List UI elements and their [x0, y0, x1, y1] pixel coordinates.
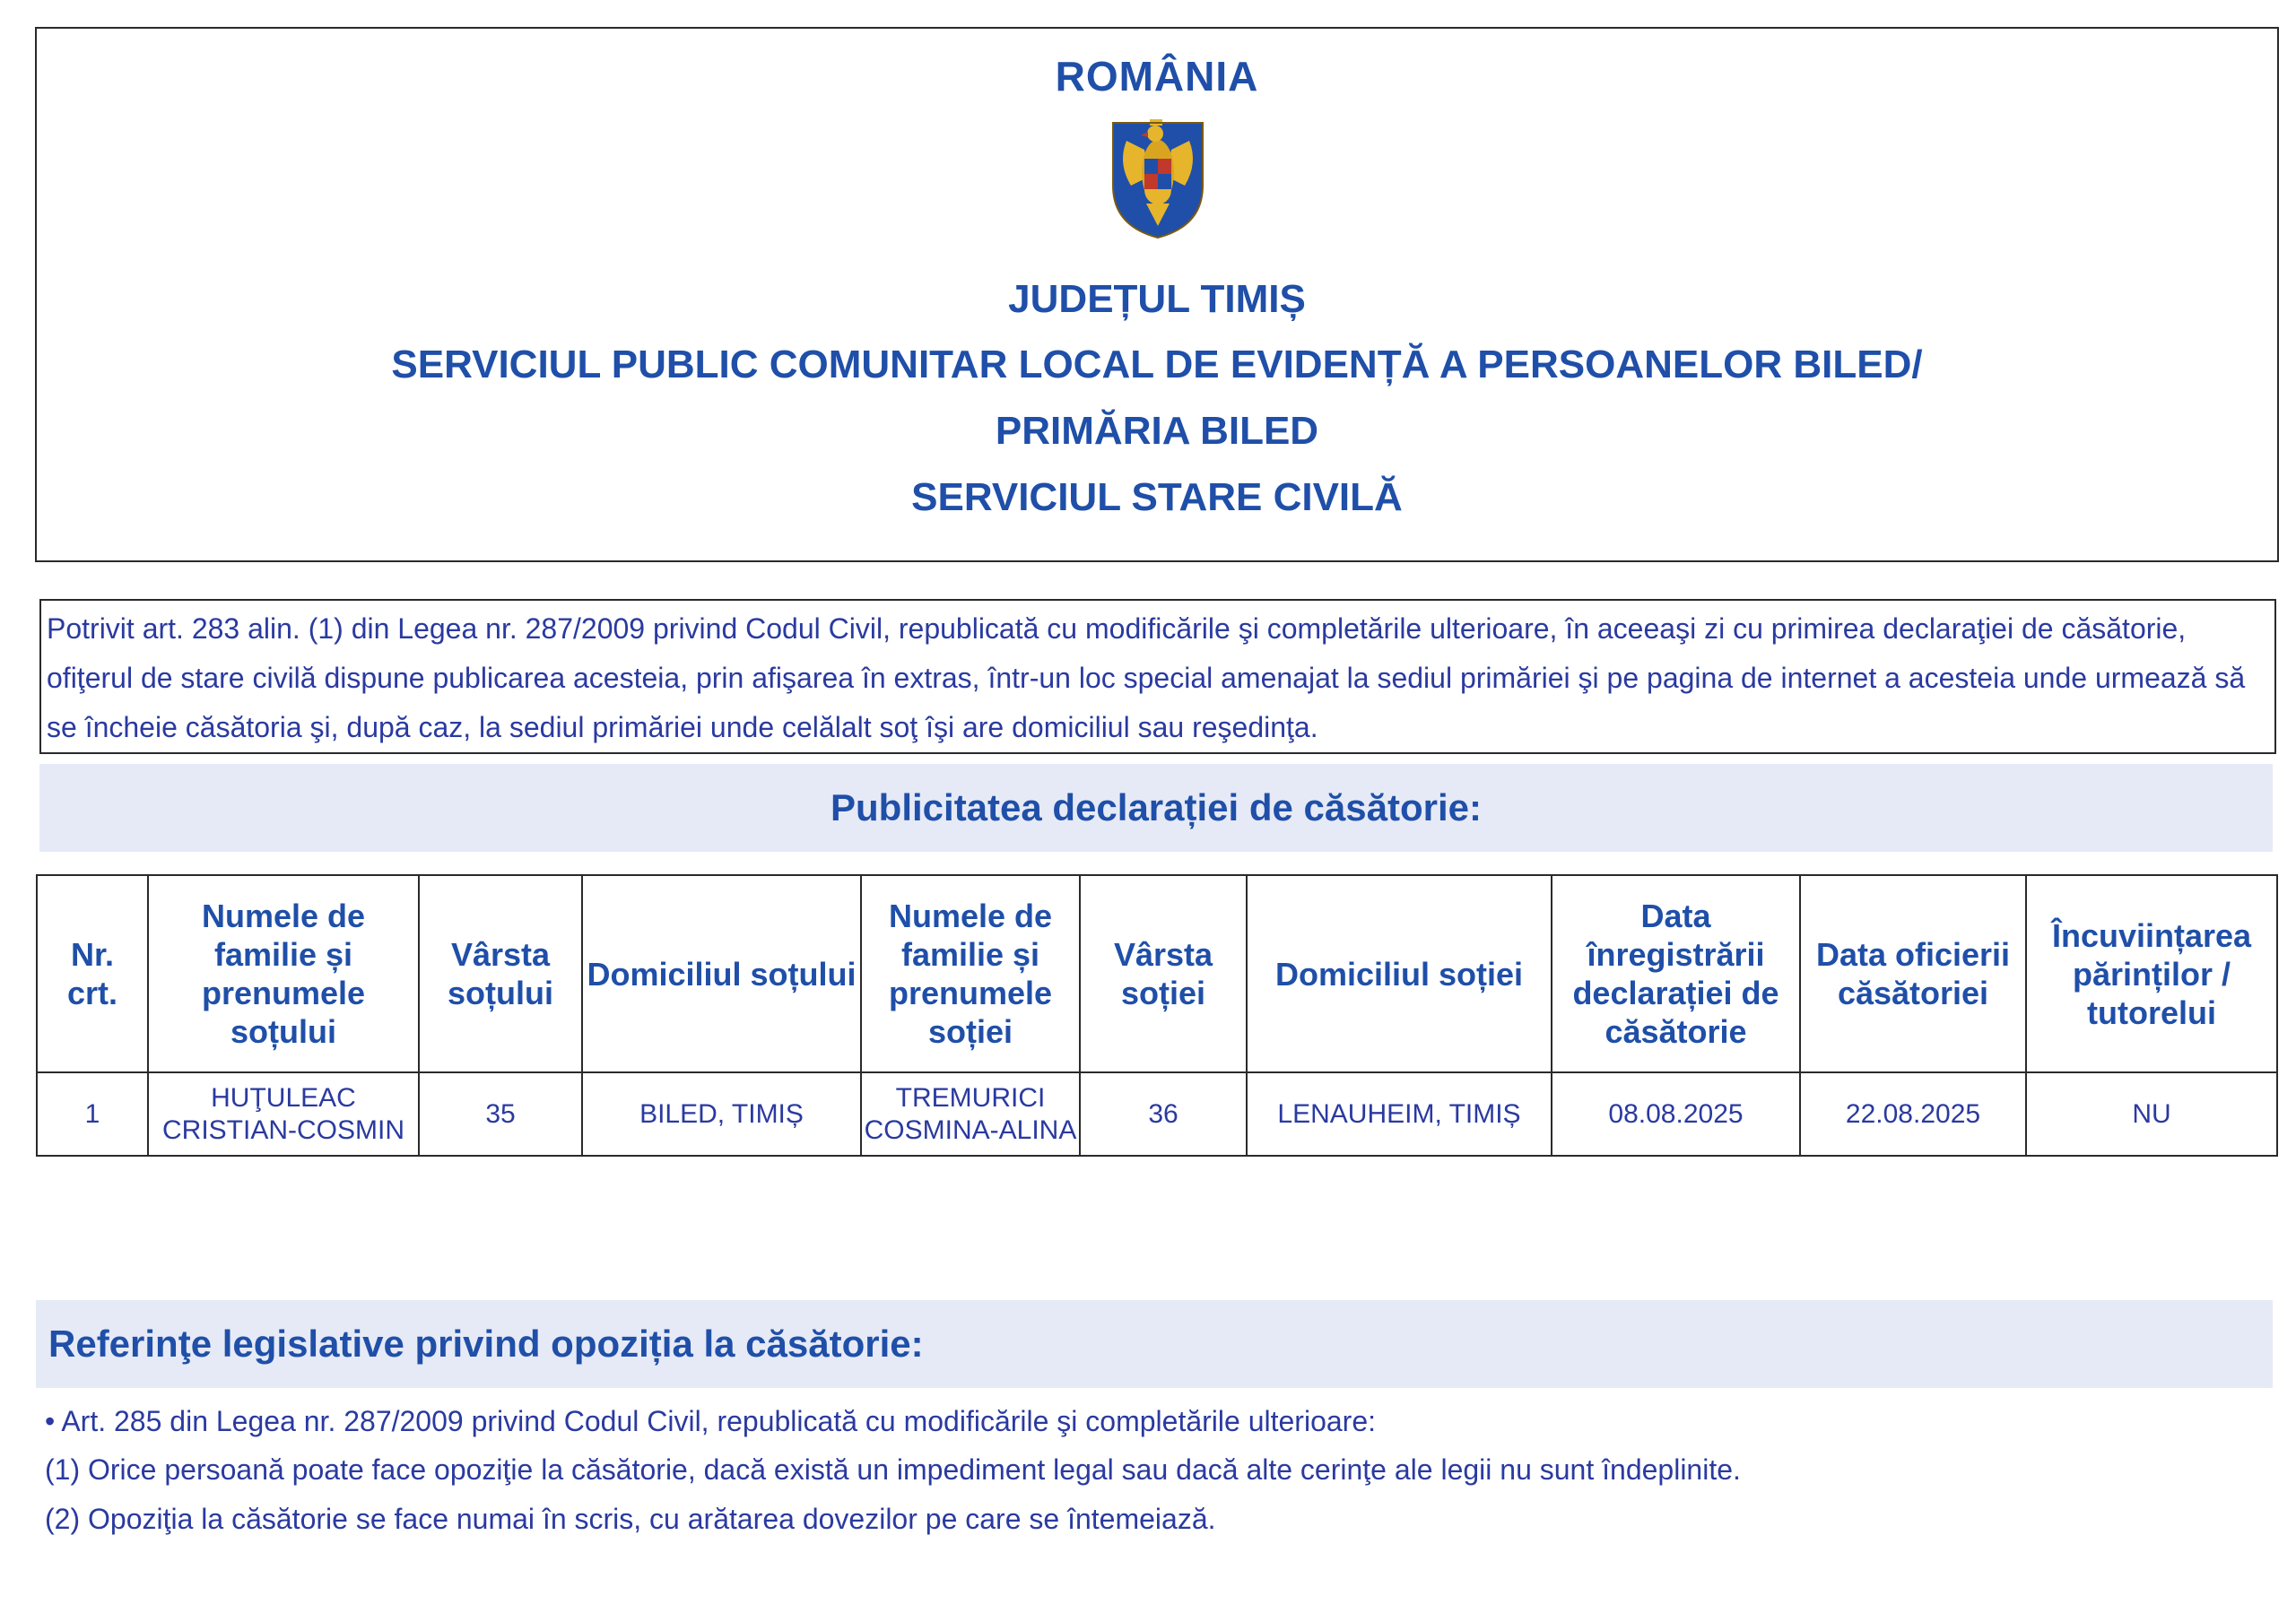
- reference-line: • Art. 285 din Legea nr. 287/2009 privind Codul Civil, republicată cu modificările şi completările ulterioare:: [45, 1405, 1376, 1437]
- romania-coat-of-arms-icon: [1109, 114, 1207, 239]
- county-title: JUDEȚUL TIMIȘ: [1008, 277, 1306, 321]
- column-header: Vârsta soției: [1080, 875, 1247, 1072]
- column-header: Numele de familie și prenumele soției: [861, 875, 1080, 1072]
- table-row: [37, 1072, 2277, 1156]
- cell-marriage-date: 22.08.2025: [1800, 1072, 2026, 1156]
- cell-husband-domicile: BILED, TIMIȘ: [582, 1072, 861, 1156]
- column-header: Încuviințarea părinților / tutorelui: [2026, 875, 2277, 1072]
- publication-section-title: Publicitatea declarației de căsătorie:: [39, 764, 2273, 852]
- reference-line: (2) Opoziţia la căsătorie se face numai în scris, cu arătarea dovezilor pe care se întemeiază.: [45, 1503, 1216, 1535]
- column-header: Data oficierii căsătoriei: [1800, 875, 2026, 1072]
- department-title: SERVICIUL STARE CIVILĂ: [911, 475, 1403, 519]
- table-header-row: [37, 875, 2277, 1072]
- column-header: Data înregistrării declarației de căsătorie: [1552, 875, 1800, 1072]
- column-header: Nr. crt.: [37, 875, 148, 1072]
- cell-husband-name: HUŢULEAC CRISTIAN-COSMIN: [148, 1072, 419, 1156]
- header-box: [35, 27, 2279, 562]
- cell-wife-age: 36: [1080, 1072, 1247, 1156]
- cell-wife-domicile: LENAUHEIM, TIMIȘ: [1247, 1072, 1552, 1156]
- reference-line: (1) Orice persoană poate face opoziţie la căsătorie, dacă există un impediment legal sau dacă alte cerinţe ale legii nu sunt îndeplinite.: [45, 1453, 1741, 1486]
- service-title-line2: PRIMĂRIA BILED: [995, 409, 1319, 453]
- column-header: Domiciliul soțului: [582, 875, 861, 1072]
- marriage-declaration-table: [36, 874, 2278, 1157]
- cell-nr: 1: [37, 1072, 148, 1156]
- column-header: Numele de familie și prenumele soțului: [148, 875, 419, 1072]
- cell-wife-name: TREMURICI COSMINA-ALINA: [861, 1072, 1080, 1156]
- country-title: ROMÂNIA: [1055, 53, 1259, 100]
- cell-parental-consent: NU: [2026, 1072, 2277, 1156]
- cell-registration-date: 08.08.2025: [1552, 1072, 1800, 1156]
- cell-husband-age: 35: [419, 1072, 582, 1156]
- references-section-title: Referinţe legislative privind opoziția la căsătorie:: [36, 1300, 2273, 1388]
- column-header: Domiciliul soției: [1247, 875, 1552, 1072]
- column-header: Vârsta soțului: [419, 875, 582, 1072]
- legal-intro-paragraph: Potrivit art. 283 alin. (1) din Legea nr. 287/2009 privind Codul Civil, republicată cu modificările şi completările ulterioare, în aceeaşi zi cu primirea declaraţiei de căsătorie, ofiţerul de stare civilă dispune publicarea acesteia, prin afişarea în extras, într-un loc special amenajat la sediul primăriei şi pe pagina de internet a acesteia unde urmează să se încheie căsătoria şi, după caz, la sediul primăriei unde celălalt soţ îşi are domiciliul sau reşedinţa.: [39, 599, 2276, 754]
- service-title-line1: SERVICIUL PUBLIC COMUNITAR LOCAL DE EVIDENȚĂ A PERSOANELOR BILED/: [391, 343, 1923, 386]
